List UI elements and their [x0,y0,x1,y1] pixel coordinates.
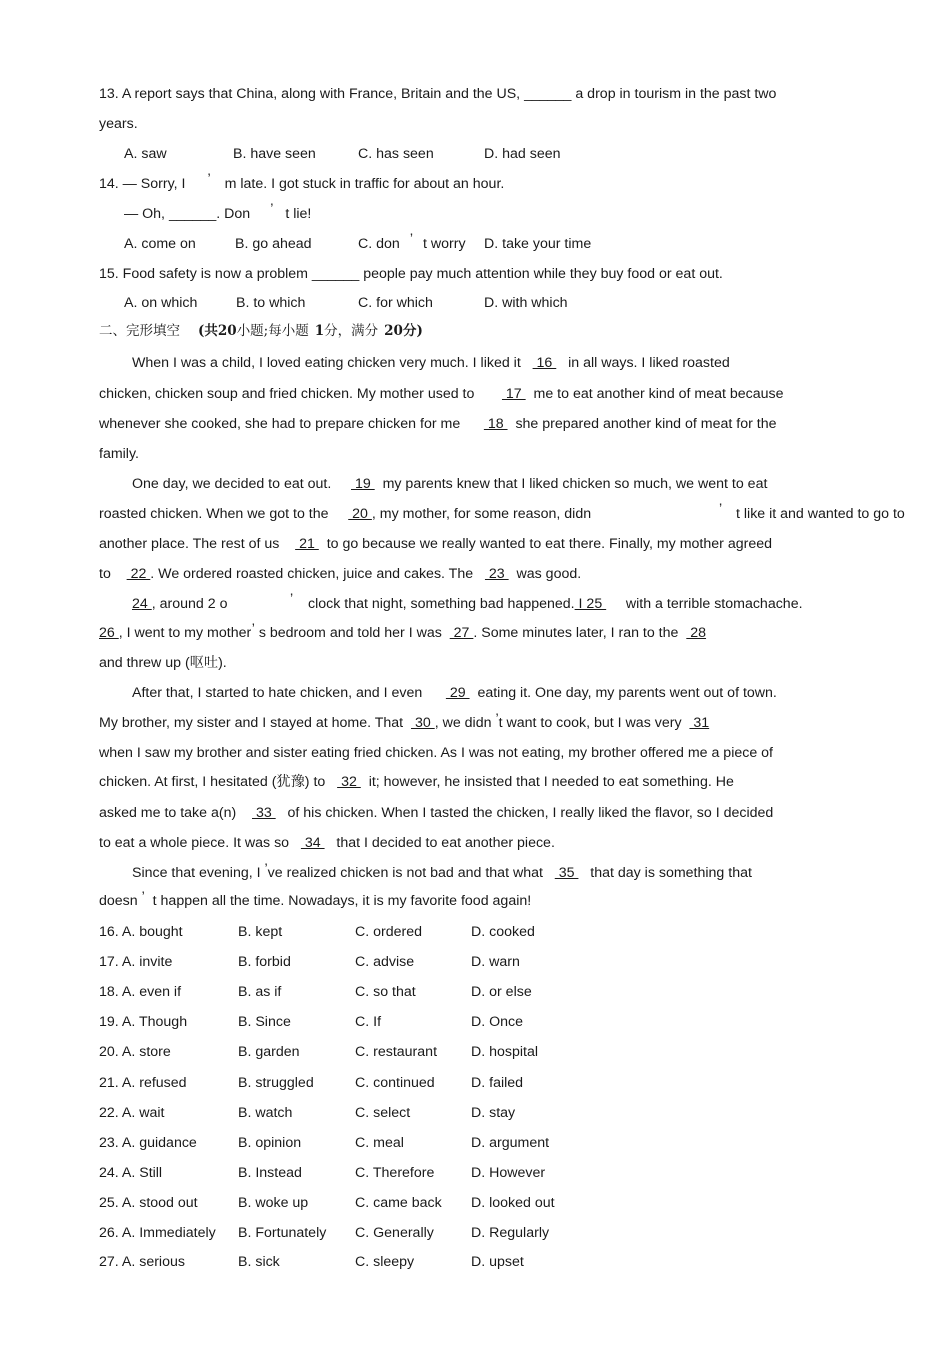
option-22-d: D. stay [471,1105,516,1121]
apostrophe: ’ [141,889,145,905]
q15-option-c: C. for which [358,295,433,311]
section-2-n2: 1 [314,323,325,339]
option-22-b: B. watch [238,1105,293,1121]
passage-text: that I decided to eat another piece. [336,835,555,851]
passage-text: t want to cook, but I was very [498,715,682,731]
option-25-d: D. looked out [471,1195,555,1211]
question-13-stem-cont: years. [99,116,138,132]
option-26-d: D. Regularly [471,1225,550,1241]
option-25-c: C. came back [355,1195,442,1211]
section-2-n3: 20 [384,323,403,339]
passage-text: One day, we decided to eat out. [132,476,332,492]
apostrophe: ’ [719,501,723,517]
passage-line-3 [99,415,777,433]
option-24-b: B. Instead [238,1165,302,1181]
blank-34: 34 [300,835,325,851]
blank-18: 18 [483,416,508,432]
option-24-a: 24. A. Still [99,1165,163,1181]
passage-text: , we didn [434,715,492,731]
passage-text: another place. The rest of us [99,536,280,552]
passage-text: . We ordered roasted chicken, juice and cakes. The [150,566,474,582]
option-18-a: 18. A. even if [99,984,182,1000]
option-21-a: 21. A. refused [99,1075,187,1091]
q13-option-a: A. saw [124,146,167,162]
passage-line-6 [99,505,591,523]
passage-text: Since that evening, I [132,865,261,881]
passage-line-19 [99,889,532,910]
passage-text: in all ways. I liked roasted [568,355,730,371]
question-14-line1 [99,171,505,193]
passage-line-2 [99,385,784,403]
passage-line-13 [99,711,710,732]
section-2-n1: 20 [217,323,237,339]
passage-line-14: when I saw my brother and sister eating fried chicken. As I was not eating, my brother offered me a piece of [99,745,773,761]
option-23-b: B. opinion [238,1135,302,1151]
passage-text: my parents knew that I liked chicken so much, we went to eat [382,476,768,492]
passage-text: t happen all the time. Nowadays, it is my favorite food again! [152,893,532,909]
passage-text: My brother, my sister and I stayed at home. That [99,715,404,731]
option-20-a: 20. A. store [99,1044,171,1060]
blank-24: 24 [132,596,152,612]
option-19-c: C. If [355,1014,382,1030]
blank-25: I 25 [574,596,607,612]
passage-text: After that, I started to hate chicken, and I even [132,685,423,701]
passage-text: she prepared another kind of meat for the [515,416,777,432]
question-13-stem: 13. A report says that China, along with France, Britain and the US, ______ a drop in tourism in the past two [99,86,777,102]
q14-apos: ’ [207,171,211,187]
passage-line-18 [132,861,752,882]
q14-line2-rest: t lie! [285,206,312,222]
section-2-p4: 分) [402,323,423,339]
passage-line-16 [99,804,773,822]
passage-text: was good. [516,566,582,582]
passage-text: clock that night, something bad happened. [308,596,575,612]
passage-line-9 [132,595,227,613]
option-19-d: D. Once [471,1014,524,1030]
option-27-d: D. upset [471,1254,524,1270]
option-24-c: C. Therefore [355,1165,435,1181]
q15-option-d: D. with which [484,295,568,311]
q15-option-b: B. to which [236,295,306,311]
option-19-b: B. Since [238,1014,291,1030]
option-20-c: C. restaurant [355,1044,438,1060]
apostrophe: ’ [264,861,268,877]
passage-text: When I was a child, I loved eating chicken very much. I liked it [132,355,521,371]
passage-line-12 [132,684,777,702]
blank-22: 22 [126,566,151,582]
passage-text: asked me to take a(n) [99,805,237,821]
passage-text: to eat a whole piece. It was so [99,835,290,851]
passage-text: , my mother, for some reason, didn [371,506,592,522]
option-26-a: 26. A. Immediately [99,1225,216,1241]
passage-text: with a terrible stomachache. [625,596,803,612]
passage-line-9-mid [308,595,803,613]
blank-17: 17 [501,386,526,402]
apostrophe: ’ [290,591,294,607]
q14-line1-part: 14. — Sorry, I [99,176,186,192]
blank-31: 31 [689,715,710,731]
option-16-c: C. ordered [355,924,423,940]
option-21-b: B. struggled [238,1075,314,1091]
passage-line-7 [99,535,772,553]
option-27-b: B. sick [238,1254,280,1270]
option-17-a: 17. A. invite [99,954,173,970]
option-26-b: B. Fortunately [238,1225,327,1241]
option-20-b: B. garden [238,1044,300,1060]
option-21-d: D. failed [471,1075,524,1091]
section-2-label: 二、完形填空 [99,323,180,339]
option-22-c: C. select [355,1105,411,1121]
q14-option-c-rest: t worry [422,236,466,252]
option-27-c: C. sleepy [355,1254,415,1270]
passage-line-11: and threw up (呕吐). [99,655,227,671]
blank-35: 35 [554,865,579,881]
passage-text: chicken, chicken soup and fried chicken. My mother used to [99,386,475,402]
section-2-title [99,322,423,340]
option-18-d: D. or else [471,984,532,1000]
option-24-d: D. However [471,1165,546,1181]
apostrophe: ’ [251,621,255,637]
passage-text: eating it. One day, my parents went out of town. [477,685,777,701]
passage-text: it; however, he insisted that I needed to eat something. He [368,774,734,790]
passage-text: . Some minutes later, I ran to the [473,625,679,641]
section-2-p1: (共 [198,323,218,339]
blank-19: 19 [351,476,375,492]
blank-28: 28 [686,625,707,641]
passage-text: ve realized chicken is not bad and that what [267,865,543,881]
option-26-c: C. Generally [355,1225,434,1241]
passage-line-8 [99,565,581,583]
blank-27: 27 [449,625,474,641]
blank-23: 23 [484,566,509,582]
passage-text: , I went to my mother [118,625,252,641]
blank-16: 16 [532,355,557,371]
passage-line-6-end: t like it and wanted to go to [736,506,905,522]
blank-33: 33 [252,805,276,821]
q14-option-c-apos: ’ [409,231,413,247]
passage-text: doesn [99,893,138,909]
question-14-line2 [124,201,312,223]
passage-line-5 [132,475,767,493]
passage-text: , around 2 o [151,596,228,612]
option-18-c: C. so that [355,984,416,1000]
option-16-d: D. cooked [471,924,535,940]
passage-text: whenever she cooked, she had to prepare chicken for me [99,416,461,432]
option-22-a: 22. A. wait [99,1105,165,1121]
q15-option-a: A. on which [124,295,198,311]
passage-text: to go because we really wanted to eat there. Finally, my mother agreed [326,536,772,552]
option-17-b: B. forbid [238,954,291,970]
question-15-stem: 15. Food safety is now a problem ______ people pay much attention while they buy food or eat out. [99,266,723,282]
q14-option-d: D. take your time [484,236,592,252]
option-27-a: 27. A. serious [99,1254,185,1270]
passage-line-10 [99,621,707,642]
section-2-p3: 分，满分 [324,323,379,339]
passage-line-17 [99,834,555,852]
passage-text: of his chicken. When I tasted the chicken, I really liked the flavor, so I decided [287,805,774,821]
option-21-c: C. continued [355,1075,435,1091]
passage-line-15 [99,773,734,791]
q14-line1-rest: m late. I got stuck in traffic for about an hour. [224,176,505,192]
passage-text: to [99,566,111,582]
q13-option-c: C. has seen [358,146,434,162]
q13-option-b: B. have seen [233,146,316,162]
blank-21: 21 [295,536,319,552]
blank-29: 29 [445,685,470,701]
option-17-d: D. warn [471,954,520,970]
passage-text: me to eat another kind of meat because [533,386,784,402]
passage-text: chicken. At first, I hesitated (犹豫) to [99,774,326,790]
q14-option-c [358,231,466,253]
passage-line-4: family. [99,446,139,462]
option-20-d: D. hospital [471,1044,539,1060]
option-17-c: C. advise [355,954,415,970]
apostrophe: ’ [495,711,499,727]
option-16-b: B. kept [238,924,283,940]
option-16-a: 16. A. bought [99,924,183,940]
option-18-b: B. as if [238,984,282,1000]
option-23-c: C. meal [355,1135,404,1151]
q14-line2-part: — Oh, ______. Don [124,206,251,222]
option-25-b: B. woke up [238,1195,309,1211]
blank-32: 32 [337,774,361,790]
option-25-a: 25. A. stood out [99,1195,198,1211]
option-23-d: D. argument [471,1135,550,1151]
passage-text: that day is something that [590,865,752,881]
section-2-p2: 小题;每小题 [236,323,309,339]
q14-option-c-part: C. don [358,236,400,252]
blank-30: 30 [411,715,435,731]
passage-text: roasted chicken. When we got to the [99,506,329,522]
passage-line-1 [132,354,730,372]
passage-text: s bedroom and told her I was [258,625,442,641]
q13-option-d: D. had seen [484,146,561,162]
q14-option-a: A. come on [124,236,196,252]
option-19-a: 19. A. Though [99,1014,188,1030]
blank-26: 26 [99,625,119,641]
blank-20: 20 [348,506,372,522]
option-23-a: 23. A. guidance [99,1135,197,1151]
q14-apos2: ’ [270,201,274,217]
q14-option-b: B. go ahead [235,236,312,252]
